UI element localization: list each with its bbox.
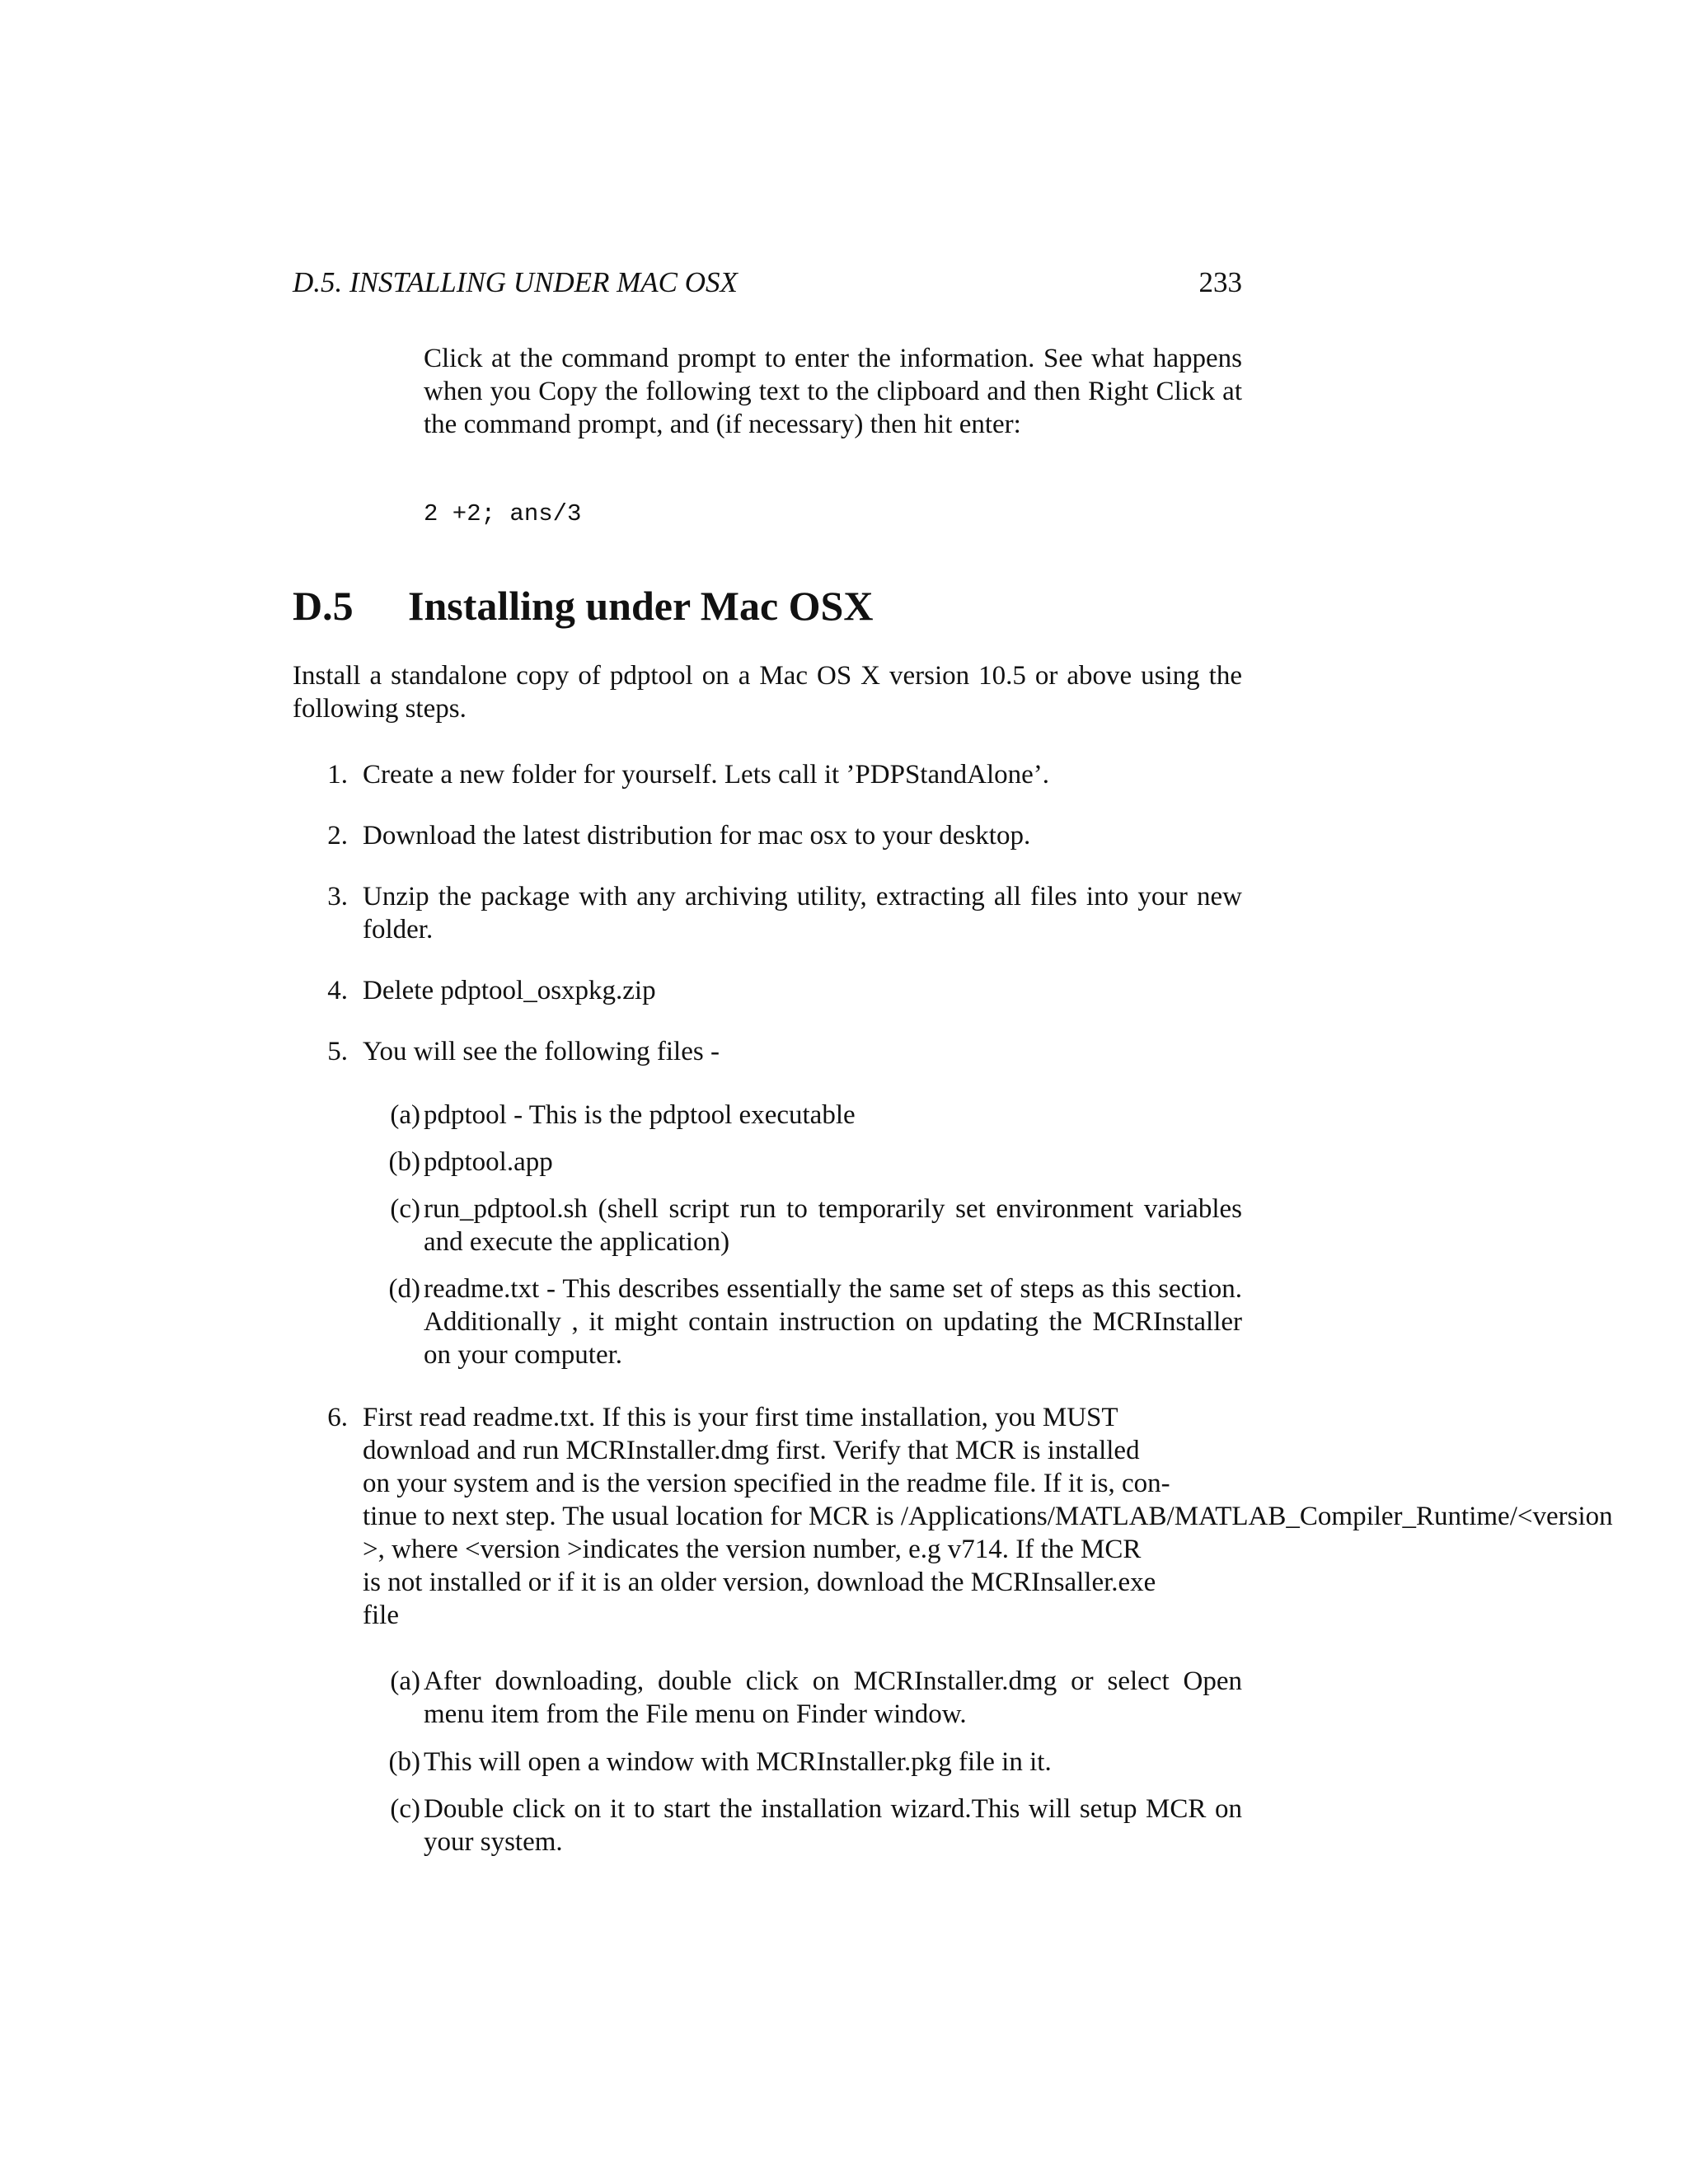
section-title: Installing under Mac OSX xyxy=(408,583,874,629)
list-item-text-line: is not installed or if it is an older version, download the MCRInsaller.exe xyxy=(363,1568,1156,1597)
sub-list-marker: (c) xyxy=(390,1794,420,1824)
section-heading xyxy=(293,577,873,635)
sub-list-marker: (c) xyxy=(390,1194,420,1224)
section-lead-paragraph: Install a standalone copy of pdptool on a Mac OS X version 10.5 or above using the following steps. xyxy=(293,661,1242,724)
page-number: 233 xyxy=(1198,266,1242,298)
sub-list-item-text: This will open a window with MCRInstaller.pkg file in it. xyxy=(424,1747,1052,1777)
list-marker: 4. xyxy=(327,976,348,1005)
list-marker: 5. xyxy=(327,1037,348,1066)
sub-list-item-text: Double click on it to start the installation wizard.This will setup MCR on your system. xyxy=(424,1794,1242,1857)
list-item-text-line: >, where <version >indicates the version number, e.g v714. If the MCR xyxy=(363,1535,1142,1564)
sub-list-item-text: pdptool - This is the pdptool executable xyxy=(424,1100,856,1130)
list-item-text: Delete pdptool_osxpkg.zip xyxy=(363,976,656,1005)
list-item-text-line: on your system and is the version specified in the readme file. If it is, con- xyxy=(363,1469,1170,1498)
list-item-text-line: tinue to next step. The usual location for MCR is /Applications/MATLAB/MATLAB_Compiler_Runtime/<version xyxy=(363,1502,1613,1531)
intro-paragraph: Click at the command prompt to enter the information. See what happens when you Copy the following text to the clipboard and then Right Click at the command prompt, and (if necessary) then hit enter: xyxy=(424,344,1242,439)
list-marker: 6. xyxy=(327,1403,348,1432)
list-item-text: Unzip the package with any archiving utility, extracting all files into your new folder. xyxy=(363,882,1242,944)
list-item-text: Download the latest distribution for mac osx to your desktop. xyxy=(363,821,1031,851)
sub-list-marker: (a) xyxy=(390,1100,420,1130)
sub-list-item-text: pdptool.app xyxy=(424,1147,553,1177)
list-marker: 1. xyxy=(327,760,348,790)
sub-list-marker: (b) xyxy=(388,1747,420,1777)
sub-list-item-text: After downloading, double click on MCRInstaller.dmg or select Open menu item from the File menu on Finder window. xyxy=(424,1666,1242,1729)
sub-list-item-text: readme.txt - This describes essentially the same set of steps as this section. Additionally , it might contain instruction on updating the MCRInstaller on your computer. xyxy=(424,1274,1242,1370)
overflow-line-clip xyxy=(363,1500,1688,1533)
sub-list-marker: (d) xyxy=(388,1274,420,1304)
section-number: D.5 xyxy=(293,583,354,629)
running-head-title: D.5. INSTALLING UNDER MAC OSX xyxy=(293,266,738,298)
list-marker: 3. xyxy=(327,882,348,912)
list-item-text-line: First read readme.txt. If this is your first time installation, you MUST xyxy=(363,1403,1118,1432)
running-head xyxy=(293,262,1242,303)
sub-list-marker: (a) xyxy=(390,1666,420,1696)
code-snippet: 2 +2; ans/3 xyxy=(424,500,582,527)
list-item-text-line: download and run MCRInstaller.dmg first. Verify that MCR is installed xyxy=(363,1436,1140,1465)
list-item-text: You will see the following files - xyxy=(363,1037,720,1066)
list-marker: 2. xyxy=(327,821,348,851)
list-item-text-line: file xyxy=(363,1601,399,1630)
sub-list-item-text: run_pdptool.sh (shell script run to temporarily set environment variables and execute the application) xyxy=(424,1194,1242,1257)
sub-list-marker: (b) xyxy=(388,1147,420,1177)
list-item-text: Create a new folder for yourself. Lets call it ’PDPStandAlone’. xyxy=(363,760,1050,790)
